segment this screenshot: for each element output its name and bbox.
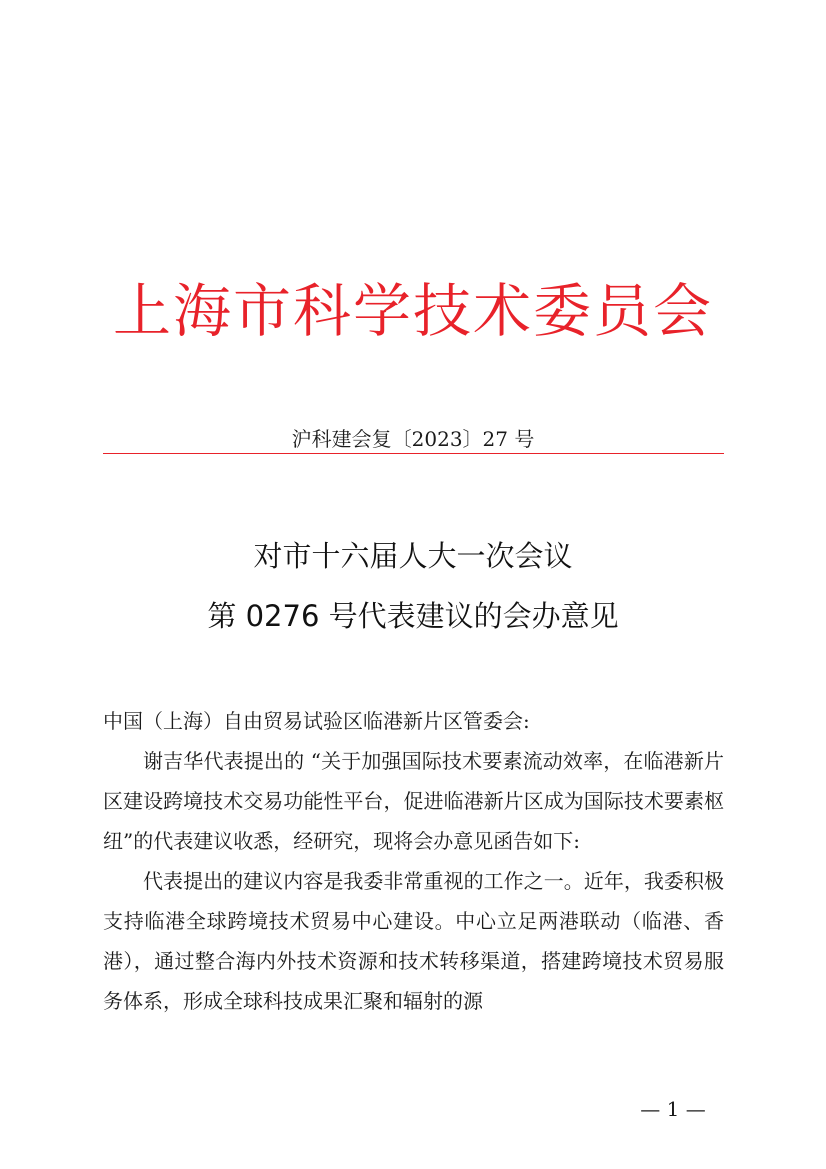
doc-body [103,701,724,1021]
doc-number: 沪科建会复〔2023〕27 号 [291,427,535,451]
page-number: — 1 — [640,1097,706,1121]
org-header: 上海市科学技术委员会 [112,277,713,345]
doc-title-line-2: 第 0276 号代表建议的会办意见 [207,599,619,633]
body-paragraph-1: 谢吉华代表提出的 “关于加强国际技术要素流动效率，在临港新片区建设跨境技术交易功能性平台，促进临港新片区成为国际技术要素枢纽”的代表建议收悉，经研究，现将会办意见函告如下: [103,749,724,853]
salutation: 中国（上海）自由贸易试验区临港新片区管委会: [103,709,530,733]
red-divider [103,453,724,454]
body-paragraph-2: 代表提出的建议内容是我委非常重视的工作之一。近年，我委积极支持临港全球跨境技术贸易中心建设。中心立足两港联动（临港、香港），通过整合海内外技术资源和技术转移渠道，搭建跨境技术贸易服务体系，形成全球科技成果汇聚和辐射的源 [103,869,724,1013]
doc-title-line-1: 对市十六届人大一次会议 [253,539,573,573]
